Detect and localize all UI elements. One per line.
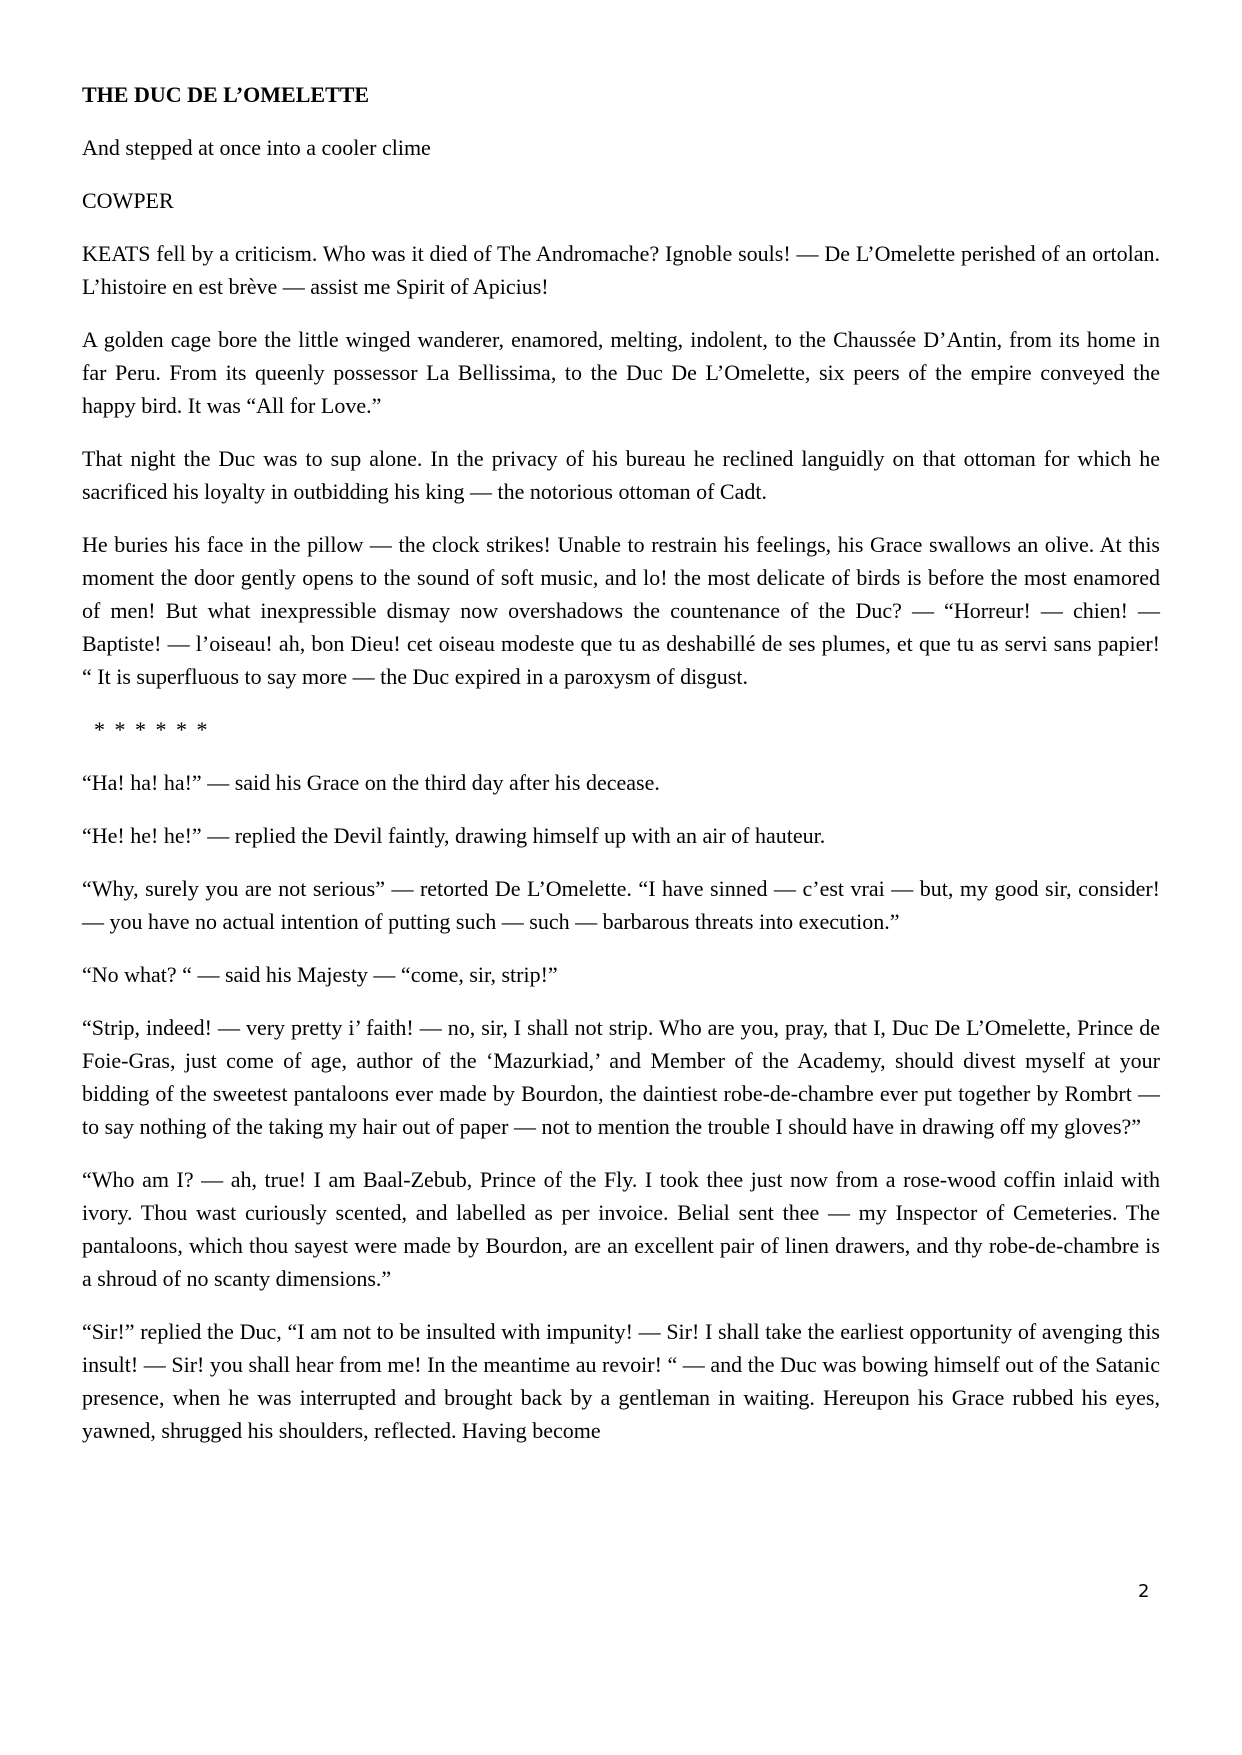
paragraph: “Who am I? — ah, true! I am Baal-Zebub, Prince of the Fly. I took thee just now from a rose-wood coffin inlaid with ivory. Thou wast curiously scented, and labelled as per invoice. Belial sent thee — my Inspector of Cemeteries. The pantaloons, which thou sayest were made by Bourdon, are an excellent pair of linen drawers, and thy robe-de-chambre is a shroud of no scanty dimensions.” — [82, 1167, 1160, 1291]
paragraph: He buries his face in the pillow — the clock strikes! Unable to restrain his feelings, his Grace swallows an olive. At this moment the door gently opens to the sound of soft music, and lo! the most delicate of birds is before the most enamored of men! But what inexpressible dismay now overshadows the countenance of the Duc? — “Horreur! — chien! — Baptiste! — l’oiseau! ah, bon Dieu! cet oiseau modeste que tu as deshabillé de ses plumes, et que tu as servi sans papier! “ It is superfluous to say more — the Duc expired in a paroxysm of disgust. — [82, 532, 1160, 689]
paragraph: “Ha! ha! ha!” — said his Grace on the third day after his decease. — [82, 770, 660, 795]
document-page — [82, 78, 1160, 1467]
paragraph: That night the Duc was to sup alone. In the privacy of his bureau he reclined languidly on that ottoman for which he sacrificed his loyalty in outbidding his king — the notorious ottoman of Cadt. — [82, 446, 1160, 504]
paragraph: KEATS fell by a criticism. Who was it died of The Andromache? Ignoble souls! — De L’Omelette perished of an ortolan. L’histoire en est brève — assist me Spirit of Apicius! — [82, 241, 1160, 299]
paragraph: “No what? “ — said his Majesty — “come, sir, strip!” — [82, 962, 558, 987]
epigraph: And stepped at once into a cooler clime — [82, 135, 431, 160]
page-number: 2 — [1138, 1581, 1150, 1602]
epigraph-author: COWPER — [82, 188, 174, 213]
document-title: THE DUC DE L’OMELETTE — [82, 82, 370, 107]
paragraph: A golden cage bore the little winged wanderer, enamored, melting, indolent, to the Chaussée D’Antin, from its home in far Peru. From its queenly possessor La Bellissima, to the Duc De L’Omelette, six peers of the empire conveyed the happy bird. It was “All for Love.” — [82, 327, 1160, 418]
paragraph: “Strip, indeed! — very pretty i’ faith! — no, sir, I shall not strip. Who are you, pray, that I, Duc De L’Omelette, Prince de Foie-Gras, just come of age, author of the ‘Mazurkiad,’ and Member of the Academy, should divest myself at your bidding of the sweetest pantaloons ever made by Bourdon, the daintiest robe-de-chambre ever put together by Rombrt — to say nothing of the taking my hair out of paper — not to mention the trouble I should have in drawing off my gloves?” — [82, 1015, 1160, 1139]
paragraph: “Sir!” replied the Duc, “I am not to be insulted with impunity! — Sir! I shall take the earliest opportunity of avenging this insult! — Sir! you shall hear from me! In the meantime au revoir! “ — and the Duc was bowing himself out of the Satanic presence, when he was interrupted and brought back by a gentleman in waiting. Hereupon his Grace rubbed his eyes, yawned, shrugged his shoulders, reflected. Having become — [82, 1319, 1160, 1443]
paragraph: “Why, surely you are not serious” — retorted De L’Omelette. “I have sinned — c’est vrai — but, my good sir, consider! — you have no actual intention of putting such — such — barbarous threats into execution.” — [82, 876, 1160, 934]
section-separator: * * * * * * — [94, 717, 210, 742]
paragraph: “He! he! he!” — replied the Devil faintly, drawing himself up with an air of hauteur. — [82, 823, 826, 848]
